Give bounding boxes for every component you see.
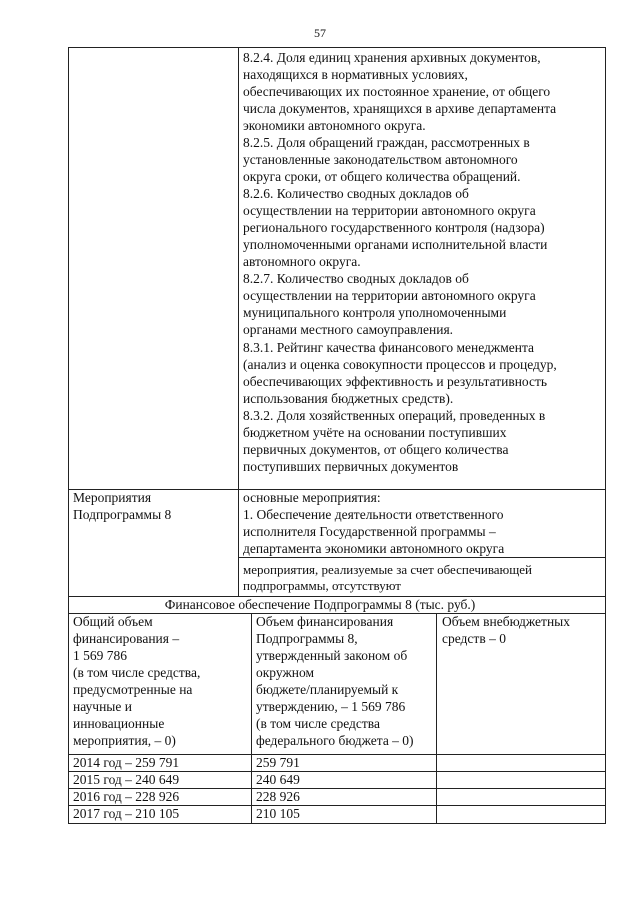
main-measures-line: 1. Обеспечение деятельности ответственного <box>243 507 504 522</box>
indicator-line: муниципального контроля уполномоченными <box>243 305 507 320</box>
finance-col1-line: финансирования – <box>73 631 180 646</box>
indicator-line: 8.2.6. Количество сводных докладов об <box>243 186 469 201</box>
finance-col2-line: (в том числе средства <box>256 716 380 731</box>
finance-year-cell: 2015 год – 240 649 <box>73 772 180 787</box>
indicator-line: использования бюджетных средств). <box>243 391 454 406</box>
finance-col2-line: окружном <box>256 665 315 680</box>
finance-amount-cell: 259 791 <box>256 755 300 770</box>
main-measures-line: департамента экономики автономного округа <box>243 541 505 556</box>
finance-amount-cell: 240 649 <box>256 772 300 787</box>
indicator-line: экономики автономного округа. <box>243 118 426 133</box>
indicator-line: бюджетном учёте на основании поступивших <box>243 425 507 440</box>
finance-col2-line: Объем финансирования <box>256 614 394 629</box>
indicator-line: органами местного самоуправления. <box>243 322 454 337</box>
main-measures-line: исполнителя Государственной программы – <box>243 524 496 539</box>
supporting-measures-line: мероприятия, реализуемые за счет обеспечивающей <box>243 562 533 577</box>
indicator-line: обеспечивающих эффективность и результативность <box>243 374 548 389</box>
supporting-measures-line: подпрограммы, отсутствуют <box>243 578 401 593</box>
finance-col2-line: Подпрограммы 8, <box>256 631 358 646</box>
main-measures-line: основные мероприятия: <box>243 490 381 505</box>
finance-col3-line: средств – 0 <box>442 631 506 646</box>
finance-title: Финансовое обеспечение Подпрограммы 8 (тыс. руб.) <box>164 597 476 612</box>
finance-col1-line: 1 569 786 <box>73 648 127 663</box>
indicator-line: округа сроки, от общего количества обращений. <box>243 169 521 184</box>
finance-amount-cell: 210 105 <box>256 806 300 821</box>
indicator-line: первичных документов, от общего количества <box>243 442 509 457</box>
page-number: 57 <box>314 26 326 40</box>
finance-col1-line: инновационные <box>73 716 165 731</box>
indicator-line: автономного округа. <box>243 254 361 269</box>
indicator-line: установленные законодательством автономного <box>243 152 518 167</box>
indicator-line: 8.3.1. Рейтинг качества финансового менеджмента <box>243 340 535 355</box>
indicator-line: (анализ и оценка совокупности процессов и процедур, <box>243 357 557 372</box>
finance-year-cell: 2016 год – 228 926 <box>73 789 180 804</box>
measures-label: Мероприятия <box>73 490 152 505</box>
finance-col1-line: предусмотренные на <box>73 682 193 697</box>
finance-col2-line: федерального бюджета – 0) <box>256 733 414 748</box>
finance-col1-line: мероприятия, – 0) <box>73 733 176 748</box>
finance-amount-cell: 228 926 <box>256 789 300 804</box>
indicator-line: 8.3.2. Доля хозяйственных операций, проведенных в <box>243 408 546 423</box>
indicator-line: числа документов, хранящихся в архиве департамента <box>243 101 557 116</box>
vertical-divider <box>238 47 239 596</box>
finance-col2-line: бюджете/планируемый к <box>256 682 399 697</box>
indicator-line: уполномоченными органами исполнительной власти <box>243 237 548 252</box>
indicator-line: 8.2.7. Количество сводных докладов об <box>243 271 469 286</box>
indicator-line: обеспечивающих их постоянное хранение, от общего <box>243 84 551 99</box>
measures-label: Подпрограммы 8 <box>73 507 172 522</box>
finance-col1-line: научные и <box>73 699 132 714</box>
column-divider <box>251 613 252 824</box>
finance-col2-line: утверждению, – 1 569 786 <box>256 699 406 714</box>
finance-col2-line: утвержденный законом об <box>256 648 408 663</box>
indicator-line: осуществлении на территории автономного округа <box>243 288 536 303</box>
indicator-line: 8.2.5. Доля обращений граждан, рассмотренных в <box>243 135 530 150</box>
indicator-line: регионального государственного контроля (надзора) <box>243 220 545 235</box>
finance-col1-line: (в том числе средства, <box>73 665 201 680</box>
indicator-line: поступивших первичных документов <box>243 459 459 474</box>
finance-year-cell: 2014 год – 259 791 <box>73 755 180 770</box>
finance-col3-line: Объем внебюджетных <box>442 614 570 629</box>
finance-col1-line: Общий объем <box>73 614 153 629</box>
indicator-line: 8.2.4. Доля единиц хранения архивных документов, <box>243 50 541 65</box>
indicator-line: осуществлении на территории автономного округа <box>243 203 536 218</box>
indicator-line: находящихся в нормативных условиях, <box>243 67 468 82</box>
finance-year-cell: 2017 год – 210 105 <box>73 806 180 821</box>
column-divider <box>436 613 437 824</box>
